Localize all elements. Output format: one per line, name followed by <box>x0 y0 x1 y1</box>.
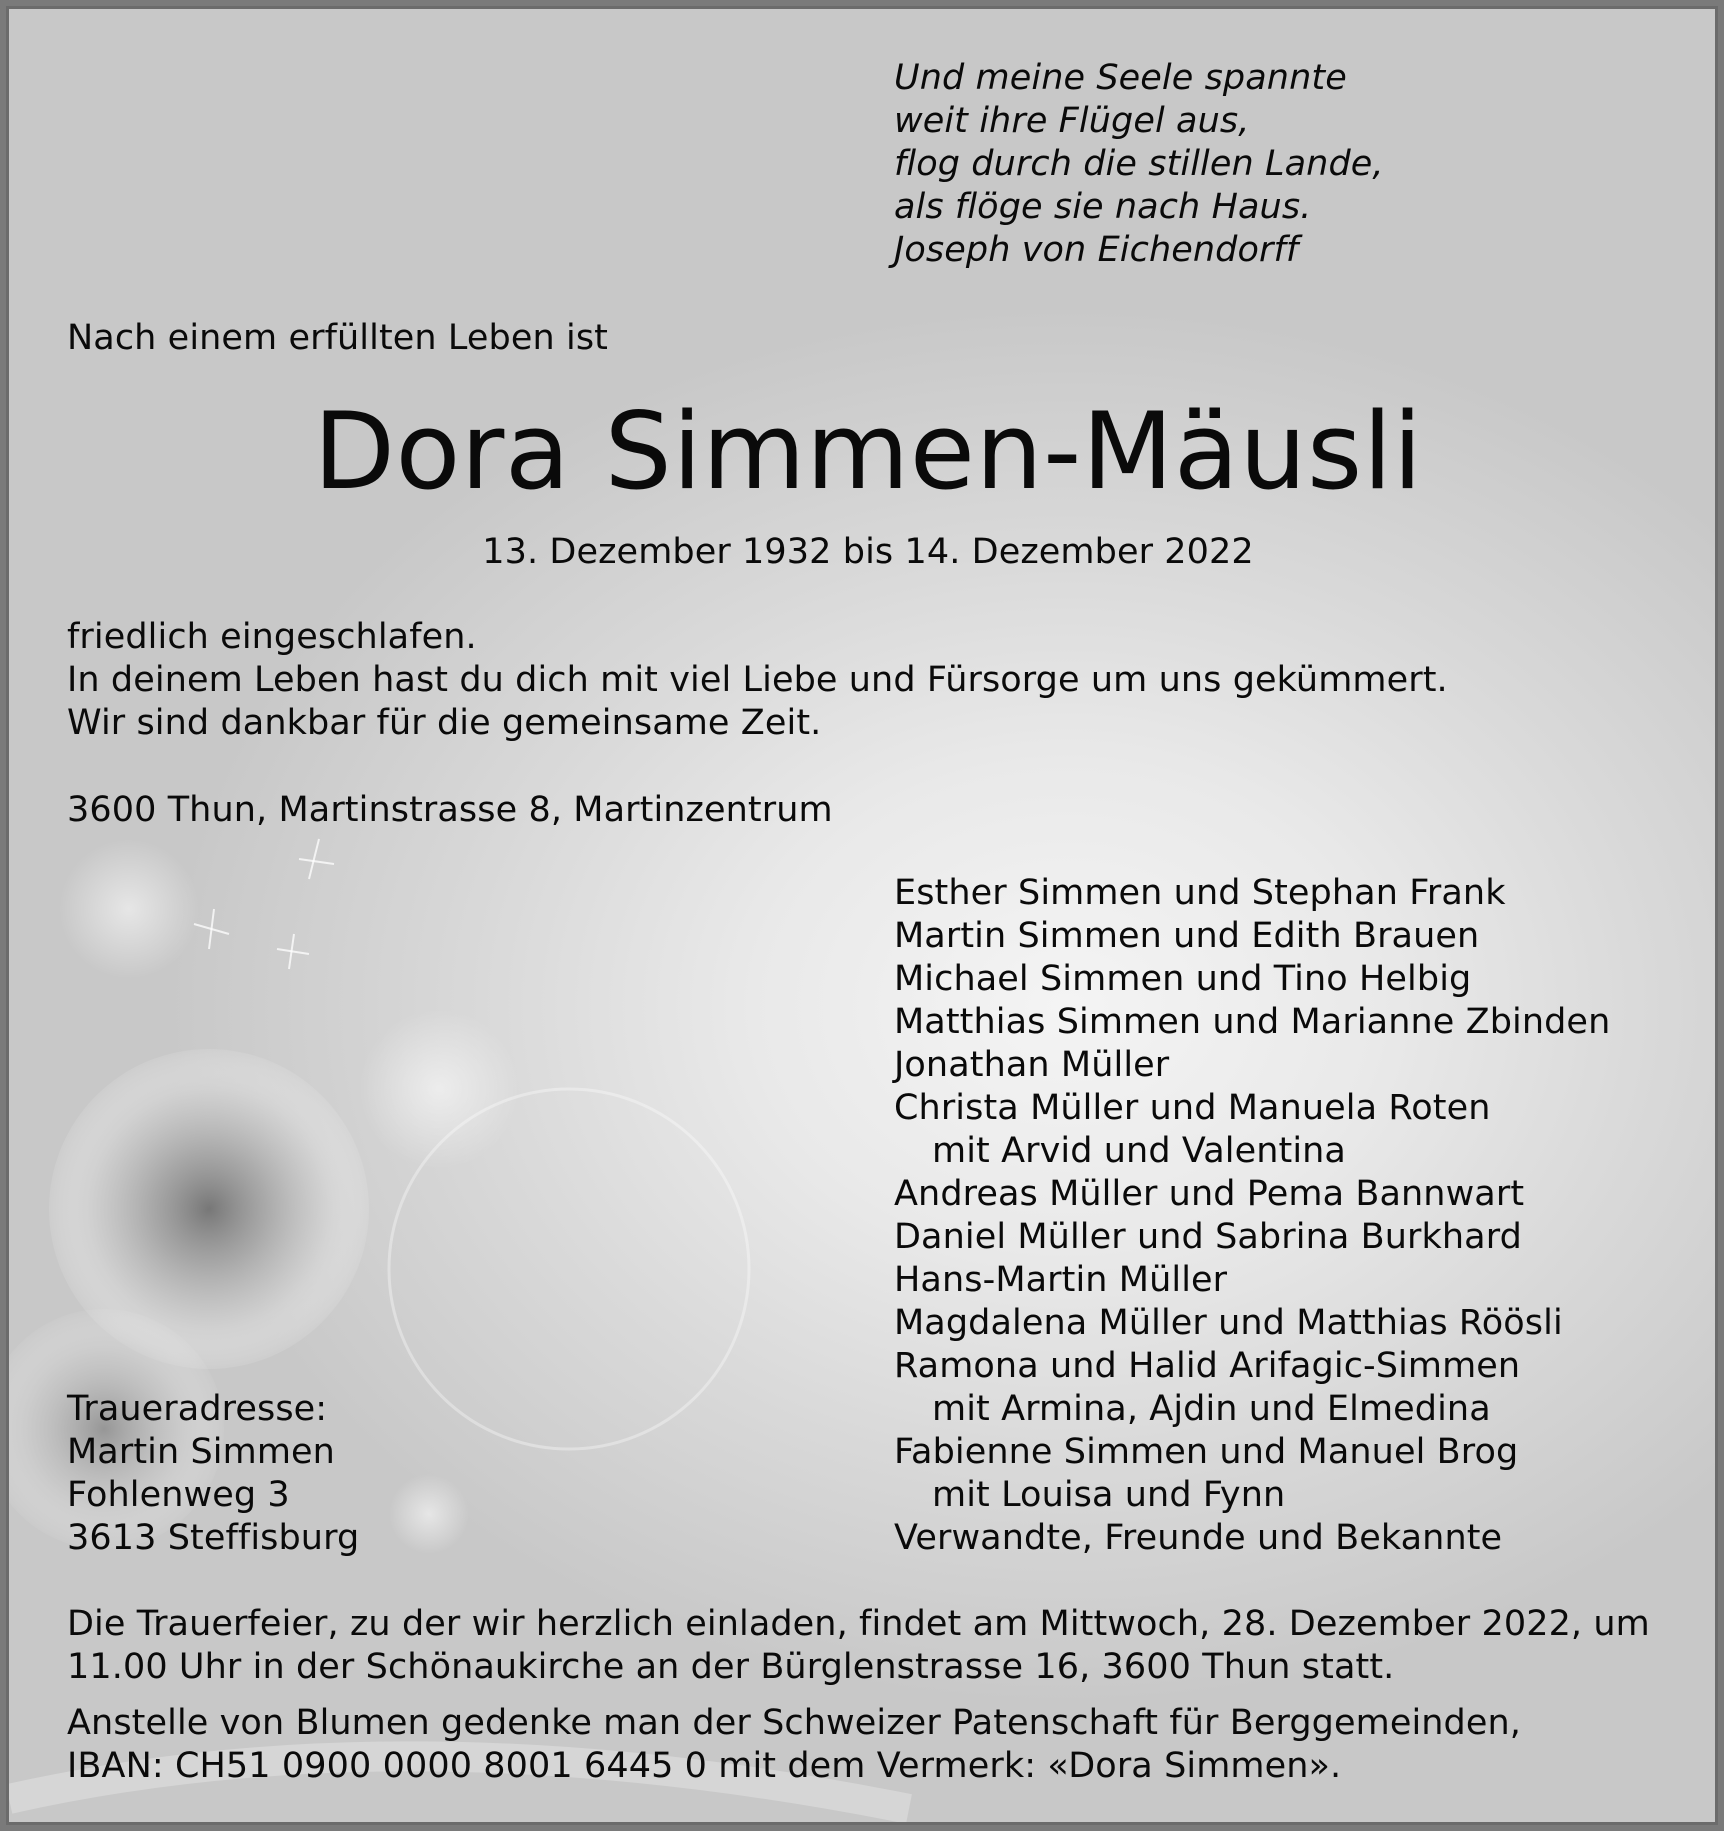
poem-line: flog durch die stillen Lande, <box>894 144 1384 184</box>
poem-quote <box>894 57 1384 272</box>
mourner-line: Jonathan Müller <box>894 1045 1170 1085</box>
obituary-card <box>6 6 1718 1825</box>
donation-line: Anstelle von Blumen gedenke man der Schweizer Patenschaft für Berggemeinden, <box>67 1703 1522 1743</box>
mourner-line: Verwandte, Freunde und Bekannte <box>894 1518 1503 1558</box>
ceremony-line: Die Trauerfeier, zu der wir herzlich einladen, findet am Mittwoch, 28. Dezember 2022, um <box>67 1604 1650 1644</box>
mourner-line: Esther Simmen und Stephan Frank <box>894 873 1506 913</box>
mourner-line: Daniel Müller und Sabrina Burkhard <box>894 1217 1522 1257</box>
mourning-address-city: 3613 Steffisburg <box>67 1518 360 1558</box>
intro-text: Nach einem erfüllten Leben ist <box>67 318 608 358</box>
mourner-line: Hans-Martin Müller <box>894 1260 1228 1300</box>
mourners-list <box>894 872 1610 1560</box>
mourner-line: Fabienne Simmen und Manuel Brog <box>894 1432 1519 1472</box>
body-line: friedlich eingeschlafen. <box>67 617 477 657</box>
donation-notice <box>67 1702 1521 1788</box>
poem-author: Joseph von Eichendorff <box>894 230 1299 270</box>
ceremony-line: 11.00 Uhr in der Schönaukirche an der Bürglenstrasse 16, 3600 Thun statt. <box>67 1647 1395 1687</box>
body-line: Wir sind dankbar für die gemeinsame Zeit. <box>67 703 822 743</box>
mourner-line: Matthias Simmen und Marianne Zbinden <box>894 1002 1611 1042</box>
mourning-address <box>67 1388 359 1560</box>
poem-line: weit ihre Flügel aus, <box>894 101 1250 141</box>
mourner-line: mit Arvid und Valentina <box>932 1131 1346 1171</box>
donation-line: IBAN: CH51 0900 0000 8001 6445 0 mit dem Vermerk: «Dora Simmen». <box>67 1746 1342 1786</box>
mourner-line: Martin Simmen und Edith Brauen <box>894 916 1480 956</box>
mourner-line: Magdalena Müller und Matthias Röösli <box>894 1303 1563 1343</box>
mourner-line: Ramona und Halid Arifagic-Simmen <box>894 1346 1521 1386</box>
mourning-address-label: Traueradresse: <box>67 1389 328 1429</box>
mourner-line: Andreas Müller und Pema Bannwart <box>894 1174 1525 1214</box>
mourner-line: Michael Simmen und Tino Helbig <box>894 959 1472 999</box>
body-line: In deinem Leben hast du dich mit viel Liebe und Fürsorge um uns gekümmert. <box>67 660 1448 700</box>
mourning-address-street: Fohlenweg 3 <box>67 1475 290 1515</box>
poem-line: als flöge sie nach Haus. <box>894 187 1312 227</box>
mourner-line: mit Armina, Ajdin und Elmedina <box>932 1389 1491 1429</box>
deceased-name: Dora Simmen-Mäusli <box>313 390 1423 513</box>
ceremony-notice <box>67 1603 1650 1689</box>
residence-address: 3600 Thun, Martinstrasse 8, Martinzentrum <box>67 790 833 830</box>
life-dates: 13. Dezember 1932 bis 14. Dezember 2022 <box>482 532 1254 572</box>
mourner-line: mit Louisa und Fynn <box>932 1475 1286 1515</box>
poem-line: Und meine Seele spannte <box>894 58 1347 98</box>
body-text <box>67 616 1448 745</box>
mourning-address-name: Martin Simmen <box>67 1432 335 1472</box>
mourner-line: Christa Müller und Manuela Roten <box>894 1088 1491 1128</box>
